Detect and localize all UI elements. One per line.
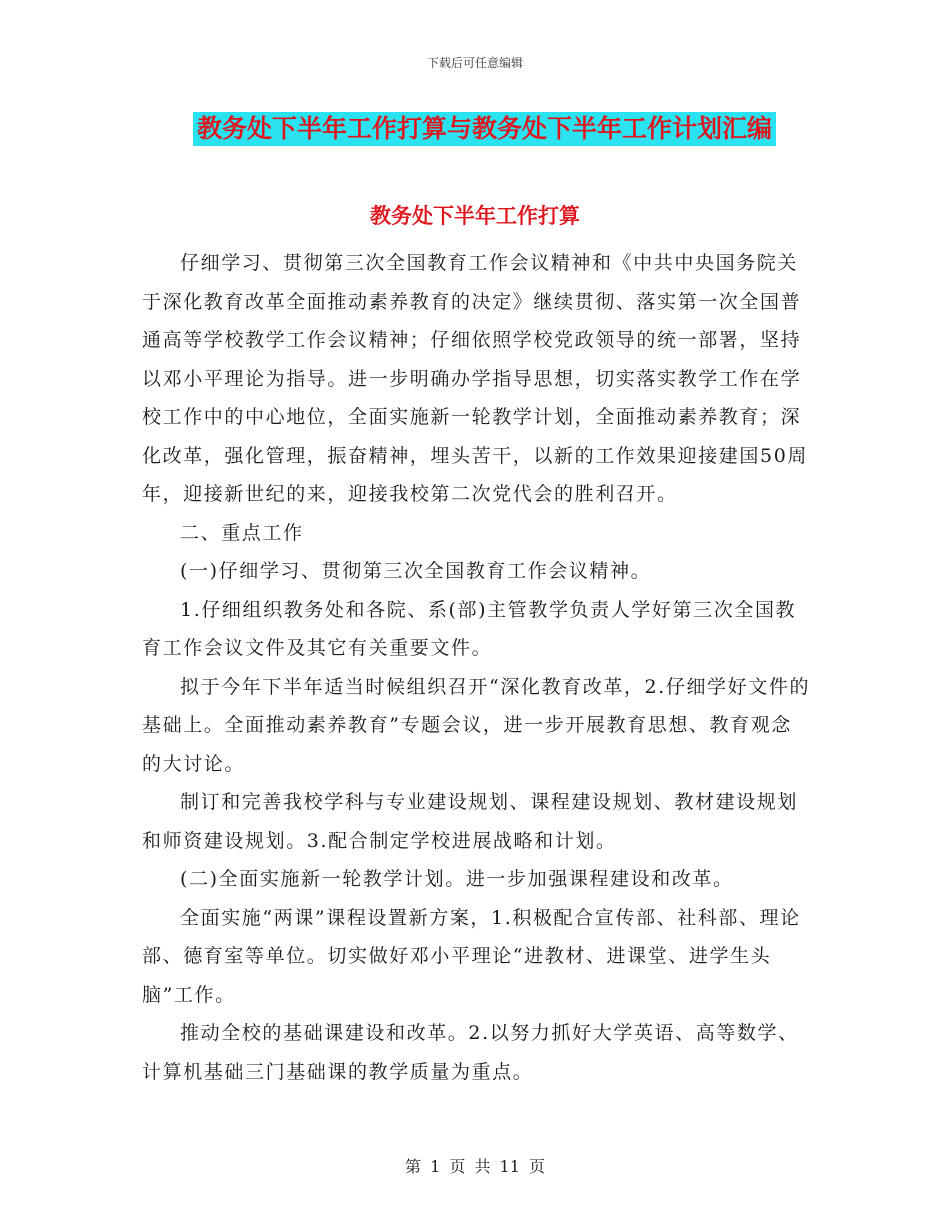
paragraph-heading-key-work: 二、重点工作 — [180, 521, 304, 544]
body-text — [142, 244, 812, 1091]
header-note: 下载后可任意编辑 — [426, 56, 523, 70]
document-title: 教务处下半年工作打算与教务处下半年工作计划汇编 — [193, 112, 776, 146]
paragraph-item: 拟于今年下半年适当时候组织召开“深化教育改革，2.仔细学好文件的基础上。全面推动素养教育”专题会议，进一步开展教育思想、教育观念的大讨论。 — [142, 675, 811, 775]
page-number-footer: 第 1 页 共 11 页 — [405, 1157, 545, 1176]
paragraph-subheading-1: (一)仔细学习、贯彻第三次全国教育工作会议精神。 — [180, 560, 652, 582]
paragraph-item: 1.仔细组织教务处和各院、系(部)主管教学负责人学好第三次全国教育工作会议文件及其它有关重要文件。 — [142, 598, 797, 659]
paragraph-subheading-2: (二)全面实施新一轮教学计划。进一步加强课程建设和改革。 — [180, 868, 734, 890]
paragraph-item: 制订和完善我校学科与专业建设规划、课程建设规划、教材建设规划和师资建设规划。3.配合制定学校进展战略和计划。 — [142, 791, 799, 852]
paragraph-intro: 仔细学习、贯彻第三次全国教育工作会议精神和《中共中央国务院关于深化教育改革全面推动素养教育的决定》继续贯彻、落实第一次全国普通高等学校教学工作会议精神；仔细依照学校党政领导的统一部署，坚持以邓小平理论为指导。进一步明确办学指导思想，切实落实教学工作在学校工作中的中心地位，全面实施新一轮教学计划，全面推动素养教育；深化改革，强化管理，振奋精神，埋头苦干，以新的工作效果迎接建国50周年，迎接新世纪的来，迎接我校第二次党代会的胜利召开。 — [142, 252, 808, 505]
paragraph-item: 推动全校的基础课建设和改革。2.以努力抓好大学英语、高等数学、计算机基础三门基础课的教学质量为重点。 — [142, 1022, 799, 1083]
paragraph-item: 全面实施“两课”课程设置新方案，1.积极配合宣传部、社科部、理论部、德育室等单位。切实做好邓小平理论“进教材、进课堂、进学生头脑”工作。 — [142, 906, 801, 1006]
section-title: 教务处下半年工作打算 — [370, 204, 580, 228]
